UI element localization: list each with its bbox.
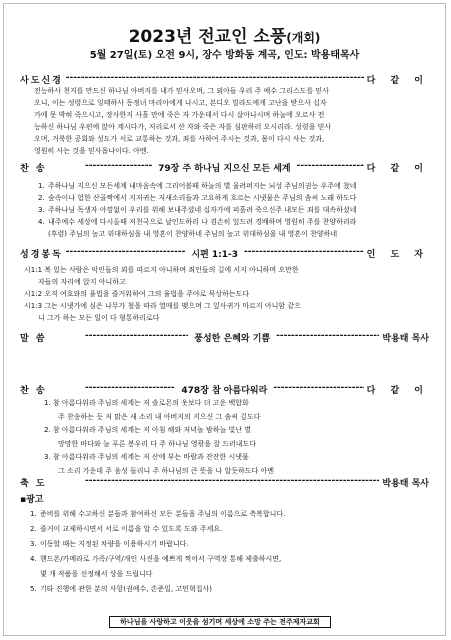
item-text: 몇 개 작품을 선정해서 상을 드립니다: [40, 570, 153, 578]
section-hymn2-header: [20, 383, 429, 396]
creed-line: 가에 못 박혀 죽으시고, 장사한지 사흘 만에 죽은 자 가운데서 다시 살아나시며 하늘에 오르사 전: [34, 111, 325, 119]
item-text: 핸드폰/카메라로 가족/구역/개인 사진을 예쁘게 찍어서 구역장 통해 제출하시면,: [40, 555, 282, 563]
item-text: 숲속이나 험한 산골짝에서 지저귀는 저새소리들과 고요하게 흐르는 시냇물은 주님의 솜씨 노래 하도다: [48, 194, 357, 202]
item-text: 내주예수 세상에 다시올때 저천국으로 날인도하리 나 겸손히 엎드려 경배하며 영원히 주를 찬양하리라: [48, 218, 357, 226]
text-line: 1. 참 아름다워라 주님의 세계는 저 솔로몬의 옷보다 더 고운 백합화: [44, 399, 249, 407]
text-line: 시1:3 그는 시냇가에 심은 나무가 철을 따라 열매를 맺으며 그 잎사귀가 마르지 아니함 같으: [24, 302, 301, 310]
list-item: [30, 552, 440, 567]
item-number: 3.: [30, 540, 37, 548]
list-item: [38, 228, 440, 240]
item-number: 5.: [30, 585, 37, 593]
text-line: 주 찬송하는 듯 저 맑은 새 소리 내 아버지의 지으신 그 솜씨 깊도다: [58, 412, 261, 421]
list-item: [38, 216, 440, 228]
section-blessing-header: [20, 476, 429, 489]
item-text: 주하나님 지으신 모든세계 내마음속에 그리어볼때 하늘의 별 울려퍼지는 뇌성 주님의권능 우주에 찼네: [48, 182, 357, 190]
item-number: 4.: [30, 555, 37, 563]
text-line: 망망한 바다와 늘 푸른 봉우리 다 주 하나님 영광을 잘 드러내도다: [58, 439, 257, 448]
item-text: (후렴) 주님의 높고 위대하심을 내 영혼이 찬양하네 주님의 높고 위대하심을 내 영혼이 찬양하네: [48, 230, 338, 238]
creed-line: 영원히 사는 것을 믿사옵나이다. 아멘.: [34, 147, 149, 155]
announcements: [30, 507, 440, 597]
text-line: 자들의 자리에 앉지 아니하고: [38, 278, 126, 286]
divider: [66, 247, 186, 260]
title-main: 2023년 전교인 소풍: [128, 27, 287, 47]
hymn1-verses: [38, 180, 440, 240]
page-title: [4, 22, 445, 47]
item-number: [30, 567, 40, 582]
list-item: [38, 204, 440, 216]
creed-text: [34, 85, 434, 157]
church-motto: 하나님을 사랑하고 이웃을 섬기며 세상에 소망 주는 전주제자교회: [109, 616, 331, 628]
item-text: 준비를 위해 수고하신 분들과 참여하신 모든 분들을 주님의 이름으로 축복합니다.: [40, 510, 286, 518]
creed-line: 능하신 하나님 우편에 앉아 계시다가, 저리로서 산 자와 죽은 자를 심판하러 오시리라. 성령을 믿사: [34, 123, 332, 131]
item-number: 4.: [38, 218, 45, 226]
item-number: 1.: [30, 510, 37, 518]
creed-line: 오니, 이는 성령으로 잉태하사 동정녀 마리아에게 나시고, 본디오 빌라도에게 고난을 받으사 십자: [34, 99, 327, 107]
section-label: 찬 송: [20, 386, 47, 396]
text-line: 시1:2 오직 여호와의 율법을 즐거워하여 그의 율법을 주야로 묵상하는도다: [24, 290, 250, 298]
list-item: [38, 180, 440, 192]
section-right: 다 같 이: [366, 386, 429, 396]
item-text: 기타 진행에 관한 분의 사항(권예수, 손준일, 고민혁집사): [40, 585, 213, 593]
creed-line: 전능하사 천지를 만드신 하나님 아버지를 내가 믿사오며, 그 외아들 우리 주 예수 그리스도를 믿사: [34, 87, 329, 95]
section-mid: 풍성한 은혜와 기쁨: [194, 334, 271, 344]
item-number: [38, 228, 48, 240]
list-item: [38, 192, 440, 204]
section-label: 사도신경: [20, 76, 63, 86]
divider: [276, 331, 379, 344]
section-mid: 478장 참 아름다워라: [181, 386, 268, 396]
divider: [85, 161, 152, 174]
section-right: 박용태 목사: [382, 479, 429, 489]
text-line: 2. 참 아름다워라 주님의 세계는 저 아침 해와 저녁놀 밤하늘 빛난 별: [44, 426, 251, 434]
list-item: [30, 582, 440, 597]
hymn2-verses: [44, 397, 440, 478]
text-line: 그 소리 가운데 주 음성 들리니 주 하나님의 큰 뜻을 나 알듯하도다 아멘: [58, 466, 275, 475]
event-meta: 5월 27일(토) 오전 9시, 장수 방화동 계곡, 인도: 박용태목사: [89, 50, 360, 61]
section-label: 말 씀: [20, 334, 47, 344]
divider: [244, 247, 364, 260]
list-item: [30, 522, 440, 537]
creed-line: 오며, 거룩한 공회와 성도가 서로 교통하는 것과, 죄를 사하여 주시는 것과, 몸이 다시 사는 것과,: [34, 135, 325, 143]
item-number: 2.: [38, 194, 45, 202]
text-line: 3. 참 아름다워라 주님의 세계는 저 산에 부는 바람과 잔잔한 시냇물: [44, 453, 249, 461]
divider: [85, 331, 188, 344]
section-label: 축 도: [20, 479, 47, 489]
list-item: [30, 537, 440, 552]
item-text: 즐거이 교제하시면서 서로 이름을 알 수 있도록 도와 주세요.: [40, 525, 223, 533]
item-text: 이동할 때는 지정된 차량을 이용하시기 바랍니다.: [40, 540, 189, 548]
section-right: 박용태 목사: [382, 334, 429, 344]
section-sermon-header: [20, 331, 429, 344]
divider: [85, 383, 175, 396]
item-text: 주하나님 독생자 아낌없이 우리를 위해 보내주셨네 십자가에 피흘려 죽으신주 내모든 죄를 대속하셨네: [48, 206, 357, 214]
item-number: 3.: [38, 206, 45, 214]
divider: [273, 383, 363, 396]
divider: [85, 476, 379, 489]
title-sub: (개회): [286, 31, 321, 45]
section-right: 다 같 이: [366, 76, 429, 86]
item-number: 1.: [38, 182, 45, 190]
ads-title: ▪광고: [20, 495, 44, 505]
item-number: 2.: [30, 525, 37, 533]
list-item: [30, 507, 440, 522]
bulletin-page: [3, 3, 446, 636]
text-line: 시1:1 복 있는 사람은 악인들의 꾀를 따르지 아니하며 죄인들의 길에 서지 아니하며 오만한: [24, 266, 299, 274]
section-reading-header: [20, 247, 429, 260]
section-label: 찬 송: [20, 164, 47, 174]
section-right: 다 같 이: [366, 164, 429, 174]
section-mid: 시편 1:1-3: [191, 250, 239, 260]
section-mid: 79장 주 하나님 지으신 모든 세계: [158, 164, 291, 174]
list-item: [30, 567, 440, 582]
section-hymn1-header: [20, 161, 429, 174]
section-right: 인 도 자: [366, 250, 429, 260]
text-line: 니 그가 하는 모든 일이 다 형통하리로다: [38, 314, 160, 322]
section-label: 성경봉독: [20, 250, 63, 260]
divider: [297, 161, 364, 174]
reading-text: [24, 264, 438, 324]
